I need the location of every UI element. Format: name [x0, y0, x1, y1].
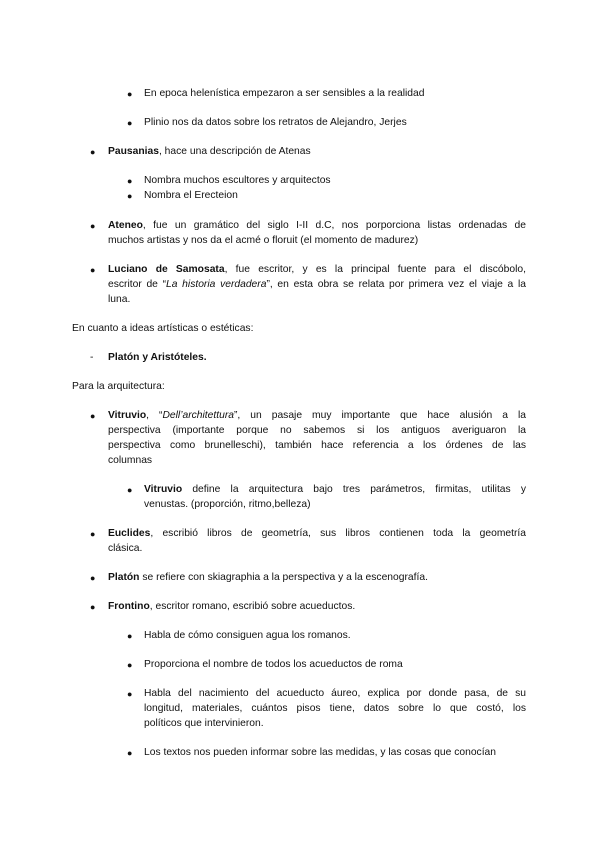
- bullet-icon: ●: [127, 89, 133, 99]
- item-text: , “: [146, 410, 163, 421]
- bullet-icon: ●: [127, 191, 133, 201]
- list-item-euclides-line2: clásica.: [108, 543, 143, 554]
- work-title: Dell’architettura: [162, 410, 234, 421]
- author-name: Ateneo: [108, 220, 143, 231]
- item-text: se refiere con skiagraphia a la perspectiva y a la escenografía.: [139, 572, 428, 583]
- item-text: define la arquitectura bajo tres parámetros, firmitas, utilitas y: [182, 484, 526, 495]
- bullet-icon: ●: [90, 573, 96, 583]
- bullet-icon: ●: [90, 411, 96, 421]
- item-text: , fue escritor, y es la principal fuente para el discóbolo,: [224, 264, 526, 275]
- list-item-ateneo-line1: [108, 219, 526, 233]
- author-name: Frontino: [108, 601, 150, 612]
- list-item-vitruvio-line4: columnas: [108, 455, 153, 466]
- bullet-icon: ●: [90, 265, 96, 275]
- bullet-icon: ●: [127, 118, 133, 128]
- list-item-ateneo-line2: muchos artistas y nos da el acmé o floruit (el momento de madurez): [108, 235, 419, 246]
- list-item-pausanias-sub2: Nombra el Erecteion: [144, 190, 238, 201]
- item-text: , escritor romano, escribió sobre acueductos.: [149, 601, 356, 612]
- list-item-frontino: [108, 600, 355, 614]
- list-item-plinio: Plinio nos da datos sobre los retratos de Alejandro, Jerjes: [144, 117, 407, 128]
- item-text: , escribió libros de geometría, sus libros contienen toda la geometría: [150, 528, 526, 539]
- bullet-icon: ●: [90, 147, 96, 157]
- author-name: Luciano de Samosata: [108, 264, 225, 275]
- list-item-frontino-sub2: Proporciona el nombre de todos los acueductos de roma: [144, 659, 403, 670]
- bullet-icon: ●: [127, 485, 133, 495]
- author-name: Pausanias: [108, 146, 159, 157]
- item-text: , hace una descripción de Atenas: [158, 146, 311, 157]
- item-text: ”, un pasaje muy importante que hace alusión a la: [234, 410, 526, 421]
- bullet-icon: ●: [90, 529, 96, 539]
- author-name: Platón: [108, 572, 140, 583]
- list-item-frontino-sub3-line2: longitud, materiales, cuántos pisos tiene, datos sobre lo que costó, los: [144, 703, 526, 714]
- list-item-frontino-sub4: Los textos nos pueden informar sobre las medidas, y las cosas que conocían: [144, 747, 497, 758]
- list-item-pausanias: [108, 145, 311, 159]
- list-item-vitruvio-line2: perspectiva (importante porque no sabemos si los antiguos averiguaron la: [108, 425, 526, 436]
- bullet-icon: ●: [127, 631, 133, 641]
- paragraph-ideas-intro: En cuanto a ideas artísticas o estéticas:: [72, 323, 254, 334]
- list-item-vitruvio-line1: [108, 409, 526, 423]
- author-name: Vitruvio: [144, 484, 183, 495]
- item-text: , fue un gramático del siglo I-II d.C, nos porporciona listas ordenadas de: [142, 220, 526, 231]
- item-text: ”, en esta obra se relata por primera vez el viaje a la: [266, 279, 526, 290]
- list-item-luciano-line2: [108, 278, 526, 292]
- list-item-luciano-line3: luna.: [108, 294, 131, 305]
- list-item-euclides-line1: [108, 527, 526, 541]
- list-item-vitruvio-sub-line1: [144, 483, 526, 497]
- bullet-icon: ●: [127, 748, 133, 758]
- list-item-helenistica: En epoca helenística empezaron a ser sensibles a la realidad: [144, 88, 425, 99]
- author-name: Euclides: [108, 528, 151, 539]
- bullet-icon: ●: [90, 221, 96, 231]
- list-item-vitruvio-sub-line2: venustas. (proporción, ritmo,belleza): [144, 499, 311, 510]
- paragraph-arquitectura-intro: Para la arquitectura:: [72, 381, 165, 392]
- list-item-frontino-sub3-line1: Habla del nacimiento del acueducto áureo, explica por donde pasa, de su: [144, 688, 526, 699]
- list-item-frontino-sub3-line3: políticos que intervinieron.: [144, 718, 264, 729]
- list-item-platon: [108, 571, 428, 585]
- bullet-icon: ●: [127, 689, 133, 699]
- list-item-frontino-sub1: Habla de cómo consiguen agua los romanos.: [144, 630, 351, 641]
- work-title: La historia verdadera: [166, 279, 267, 290]
- author-name: Platón y Aristóteles.: [108, 352, 207, 363]
- list-item-vitruvio-line3: perspectiva como brunelleschi), también hace referencia a los órdenes de las: [108, 440, 526, 451]
- bullet-icon: ●: [90, 602, 96, 612]
- list-item-luciano-line1: [108, 263, 526, 277]
- list-item-platon-aristoteles: [108, 351, 207, 365]
- list-item-pausanias-sub1: Nombra muchos escultores y arquitectos: [144, 175, 331, 186]
- bullet-icon: ●: [127, 660, 133, 670]
- dash-bullet-icon: -: [90, 352, 94, 363]
- author-name: Vitruvio: [108, 410, 147, 421]
- item-text: escritor de “: [108, 279, 167, 290]
- bullet-icon: ●: [127, 176, 133, 186]
